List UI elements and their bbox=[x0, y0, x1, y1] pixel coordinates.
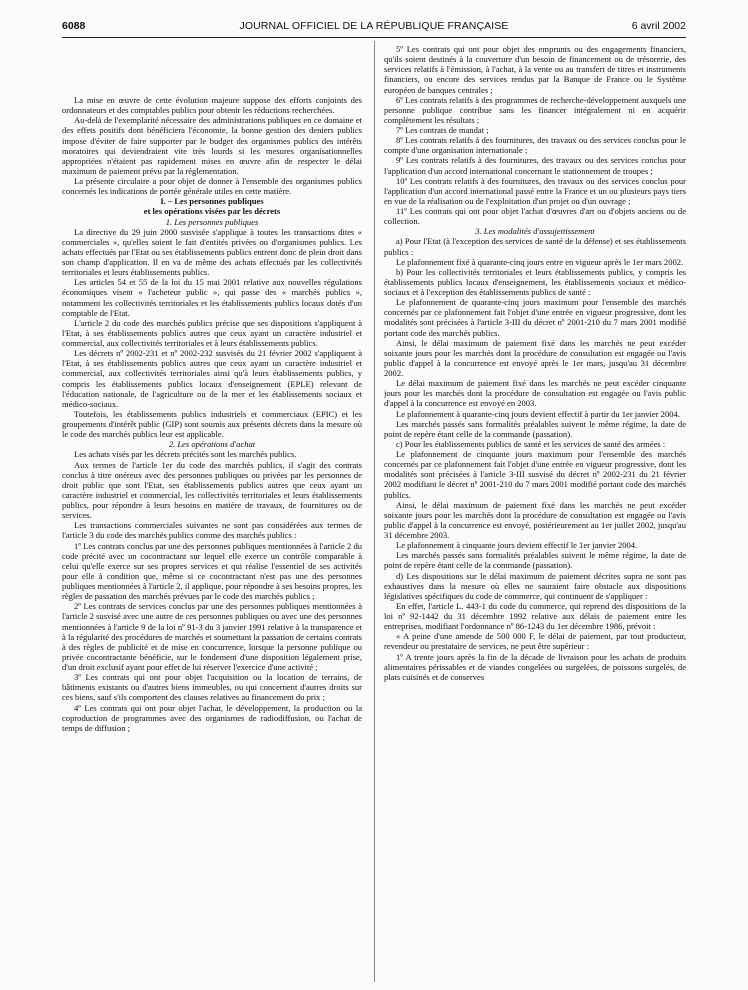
header-rule bbox=[62, 37, 686, 38]
paragraph: Les marchés passés sans formalités préalables suivent le même régime, la date de point de repère étant celle de la commande (passation). bbox=[384, 550, 686, 571]
list-item: 11º Les contrats qui ont pour objet l'achat d'œuvres d'art ou d'objets anciens ou de collection. bbox=[384, 206, 686, 227]
section-title-line-2: et les opérations visées par les décrets bbox=[143, 206, 281, 217]
paragraph: Ainsi, le délai maximum de paiement fixé dans les marchés ne peut excéder soixante jours pour les marchés dont la procédure de consultation est engagée ou l'avis public d'appel à la concurrence est envoyé après le 1er mars, jusqu'au 31 décembre 2002. bbox=[384, 337, 686, 378]
list-item: 8º Les contrats relatifs à des fournitures, des travaux ou des services conclus pour le compte d'une organisation internationale ; bbox=[384, 135, 686, 156]
paragraph: b) Pour les collectivités territoriales et leurs établissements publics, y compris les établissements publics locaux d'enseignement, les établissements sociaux et médico-sociaux et à l'exception des établissements publics de santé : bbox=[384, 266, 686, 297]
paragraph: Les transactions commerciales suivantes ne sont pas considérées aux termes de l'article 3 du code des marchés publics comme des marchés publics : bbox=[62, 520, 362, 541]
page-header bbox=[62, 20, 686, 36]
paragraph: La mise en œuvre de cette évolution majeure suppose des efforts conjoints des ordonnateurs et des comptables publics pour obtenir les réductions recherchées. bbox=[62, 95, 362, 116]
section-title: I. – Les personnes publiques bbox=[160, 196, 264, 207]
paragraph: Le plafonnement fixé à quarante-cinq jours entre en vigueur après le 1er mars 2002. bbox=[396, 256, 684, 267]
paragraph: Ainsi, le délai maximum de paiement fixé dans les marchés ne peut excéder soixante jours pour les marchés dont la procédure de consultation est engagée ou l'avis public d'appel à la concurrence est envoyé, postérieurement au 1er juillet 2002, jusqu'au 31 décembre 2003. bbox=[384, 499, 686, 540]
paragraph: Le plafonnement à quarante-cinq jours devient effectif à partir du 1er janvier 2004. bbox=[396, 408, 680, 419]
paragraph: Aux termes de l'article 1er du code des marchés publics, il s'agit des contrats conclus à titre onéreux avec des personnes publiques ou privées par les personnes de droit public que sont l'Etat, ses établissements publics autres que ceux ayant un caractère industriel et commercial, les collectivités territoriales et leurs établissements publics, pour répondre à leurs besoins en matière de travaux, de fournitures ou de services. bbox=[62, 459, 362, 521]
list-item: 6º Les contrats relatifs à des programmes de recherche-développement auxquels une personne publique contribue sans les financer intégralement ni en acquérir complètement les résultats ; bbox=[384, 94, 686, 125]
list-item: 3º Les contrats qui ont pour objet l'acquisition ou la location de terrains, de bâtiments existants ou d'autres biens immeubles, ou qui concernent d'autres droits sur ces biens, sauf s'ils comportent des clauses relatives au financement du prix ; bbox=[62, 672, 362, 703]
paragraph: Toutefois, les établissements publics industriels et commerciaux (EPIC) et les groupements d'intérêt public (GIP) sont soumis aux présents décrets dans la mesure où le code des marchés publics leur est applicable. bbox=[62, 408, 362, 440]
paragraph: Le plafonnement de quarante-cinq jours maximum pour l'ensemble des marchés concernés par ce plafonnement fait l'objet d'une entrée en vigueur progressive, dont les modalités sont précisées à l'article 3-III du décret nº 2001-210 du 7 mars 2001 modifié portant code des marchés publics. bbox=[384, 297, 686, 338]
left-column bbox=[62, 95, 362, 985]
paragraph: Les achats visés par les décrets précités sont les marchés publics. bbox=[74, 449, 297, 460]
paragraph: Le délai maximum de paiement fixé dans les marchés ne peut excéder cinquante jours pour les marchés dont la procédure de consultation est engagée ou l'avis public d'appel à la concurrence est envoyé en 2003. bbox=[384, 378, 686, 409]
page-number: 6088 bbox=[62, 20, 86, 32]
column-divider bbox=[374, 41, 375, 982]
subsection-title: 1. Les personnes publiques bbox=[165, 216, 259, 227]
paragraph: d) Les dispositions sur le délai maximum de paiement décrites supra ne sont pas exhaustives dans la mesure où elles ne sauraient faire obstacle aux dispositions législatives spécifiques du code de commerce, qui continuent de s'appliquer : bbox=[384, 570, 686, 601]
list-item: 10º Les contrats relatifs à des fournitures, des travaux ou des services conclus pour l'application d'un accord international passé entre la France et un ou plusieurs pays tiers en vue de la réalisation ou de l'exploitation d'un projet ou d'un ouvrage ; bbox=[384, 175, 686, 206]
journal-title: JOURNAL OFFICIEL DE LA RÉPUBLIQUE FRANÇAISE bbox=[239, 20, 509, 32]
list-item: 2º Les contrats de services conclus par une des personnes publiques mentionnées à l'article 2 susvisé avec une autre de ces personnes publiques ou avec une des personnes mentionnées à l'article 9 de la loi nº 91-3 du 3 janvier 1991 relative à la transparence et à la régularité des procédures de marchés et soumettant la passation de certains contrats à des règles de publicité et de mise en concurrence, lorsque la personne publique ou privée cocontractante bénéficie, sur le fondement d'une disposition légalement prise, d'un droit exclusif ayant pour effet de lui réserver l'exercice d'une activité ; bbox=[62, 601, 362, 672]
paragraph: Les décrets nº 2002-231 et nº 2002-232 susvisés du 21 février 2002 s'appliquent à l'Etat, à ses établissements publics autres que ceux ayant un caractère industriel et commercial, aux collectivités territoriales ainsi qu'à leurs établissements publics, y compris les établissements publics locaux d'enseignement (EPLE) relevant de l'éducation nationale, de l'agriculture ou de la mer et les établissements sociaux et médico-sociaux. bbox=[62, 348, 362, 409]
right-column bbox=[384, 44, 686, 986]
paragraph: La présente circulaire a pour objet de donner à l'ensemble des organismes publics concernés les indications de portée générale utiles en cette matière. bbox=[62, 176, 362, 197]
list-item: 1º Les contrats conclus par une des personnes publiques mentionnées à l'article 2 du code précité avec un cocontractant sur lequel elle exerce un contrôle comparable à celui qu'elle exerce sur ses propres services et qui réalise l'essentiel de ses activités pour elle à condition que, même si ce cocontractant n'est pas une des personnes publiques mentionnées à l'article 2, il applique, pour répondre à ses besoins propres, les règles de passation des marchés prévues par le code des marchés publics ; bbox=[62, 540, 362, 602]
paragraph: En effet, l'article L. 443-1 du code du commerce, qui reprend des dispositions de la loi nº 92-1442 du 31 décembre 1992 relative aux délais de paiement entre les entreprises, modifiant l'ordonnance nº 86-1243 du 1er décembre 1986, prévoit : bbox=[384, 600, 686, 632]
paragraph: Au-delà de l'exemplarité nécessaire des administrations publiques en ce domaine et des effets positifs dont bénéficiera l'économie, la bonne gestion des deniers publics impose d'éviter de faire supporter par le budget des organismes publics des intérêts moratoires qui deviendraient vite très lourds si les mesures organisationnelles appropriées n'étaient pas rapidement mises en œuvre afin de respecter le délai maximum de paiement prévu par la réglementation. bbox=[62, 115, 362, 176]
paragraph: « A peine d'une amende de 500 000 F, le délai de paiement, par tout producteur, revendeur ou prestataire de services, ne peut être supérieur : bbox=[384, 631, 686, 652]
subsection-title: 2. Les opérations d'achat bbox=[168, 439, 256, 450]
paragraph: L'article 2 du code des marchés publics précise que ses dispositions s'appliquent à l'Etat, à ses établissements publics autres que ceux ayant un caractère industriel et commercial, aux collectivités territoriales et à leurs établissements publics. bbox=[62, 317, 362, 348]
subsection-title: 3. Les modalités d'assujettissement bbox=[475, 226, 595, 237]
list-item: 5º Les contrats qui ont pour objet des emprunts ou des engagements financiers, qu'ils soient destinés à la couverture d'un besoin de financement ou de trésorerie, des services relatifs à l'émission, à l'achat, à la vente ou au transfert de titres et instruments financiers, ou encore des services rendus par la Banque de France ou le Système européen de banques centrales ; bbox=[384, 44, 686, 95]
list-item: 4º Les contrats qui ont pour objet l'achat, le développement, la production ou la coproduction de programmes avec des organismes de radiodiffusion, ou l'achat de temps de diffusion ; bbox=[62, 702, 362, 733]
paragraph: Les articles 54 et 55 de la loi du 15 mai 2001 relative aux nouvelles régulations économiques visent « l'acheteur public », qui passe des « marchés publics », notamment les collectivités territoriales et les établissements publics locaux dotés d'un comptable de l'Etat. bbox=[62, 277, 362, 318]
paragraph: La directive du 29 juin 2000 susvisée s'applique à toutes les transactions dites « commerciales », qu'elles soient le fait d'entités privées ou d'organismes publics. Les achats effectués par l'Etat ou ses établissements publics entrent donc de plein droit dans son champ d'application. Il en va de même des achats effectués par les collectivités territoriales et leurs établissements publics. bbox=[62, 226, 362, 278]
paragraph: Le plafonnement de cinquante jours maximum pour l'ensemble des marchés concernés par ce plafonnement fait l'objet d'une entrée en vigueur progressive, dont les modalités sont précisées à l'article 3-III susvisé du décret nº 2002-231 du 21 février 2002 modifiant le décret nº 2001-210 du 7 mars 2001 modifié portant code des marchés publics. bbox=[384, 449, 686, 500]
paragraph: Les marchés passés sans formalités préalables suivent le même régime, la date de point de repère étant celle de la commande (passation). bbox=[384, 418, 686, 439]
paragraph: c) Pour les établissements publics de santé et les services de santé des armées : bbox=[396, 438, 666, 449]
paragraph: 1º A trente jours après la fin de la décade de livraison pour les achats de produits alimentaires périssables et de viandes congelées ou surgelées, de poissons surgelés, de plats cuisinés et de conserves bbox=[384, 651, 686, 682]
list-item: 9º Les contrats relatifs à des fournitures, des travaux ou des services conclus pour l'application d'un accord international concernant le stationnement de troupes ; bbox=[384, 155, 686, 176]
list-item: 7º Les contrats de mandat ; bbox=[396, 125, 489, 135]
paragraph: a) Pour l'Etat (à l'exception des services de santé de la défense) et ses établissements publics : bbox=[384, 236, 686, 257]
publication-date: 6 avril 2002 bbox=[631, 20, 686, 32]
paragraph: Le plafonnement à cinquante jours devient effectif le 1er janvier 2004. bbox=[396, 540, 638, 551]
